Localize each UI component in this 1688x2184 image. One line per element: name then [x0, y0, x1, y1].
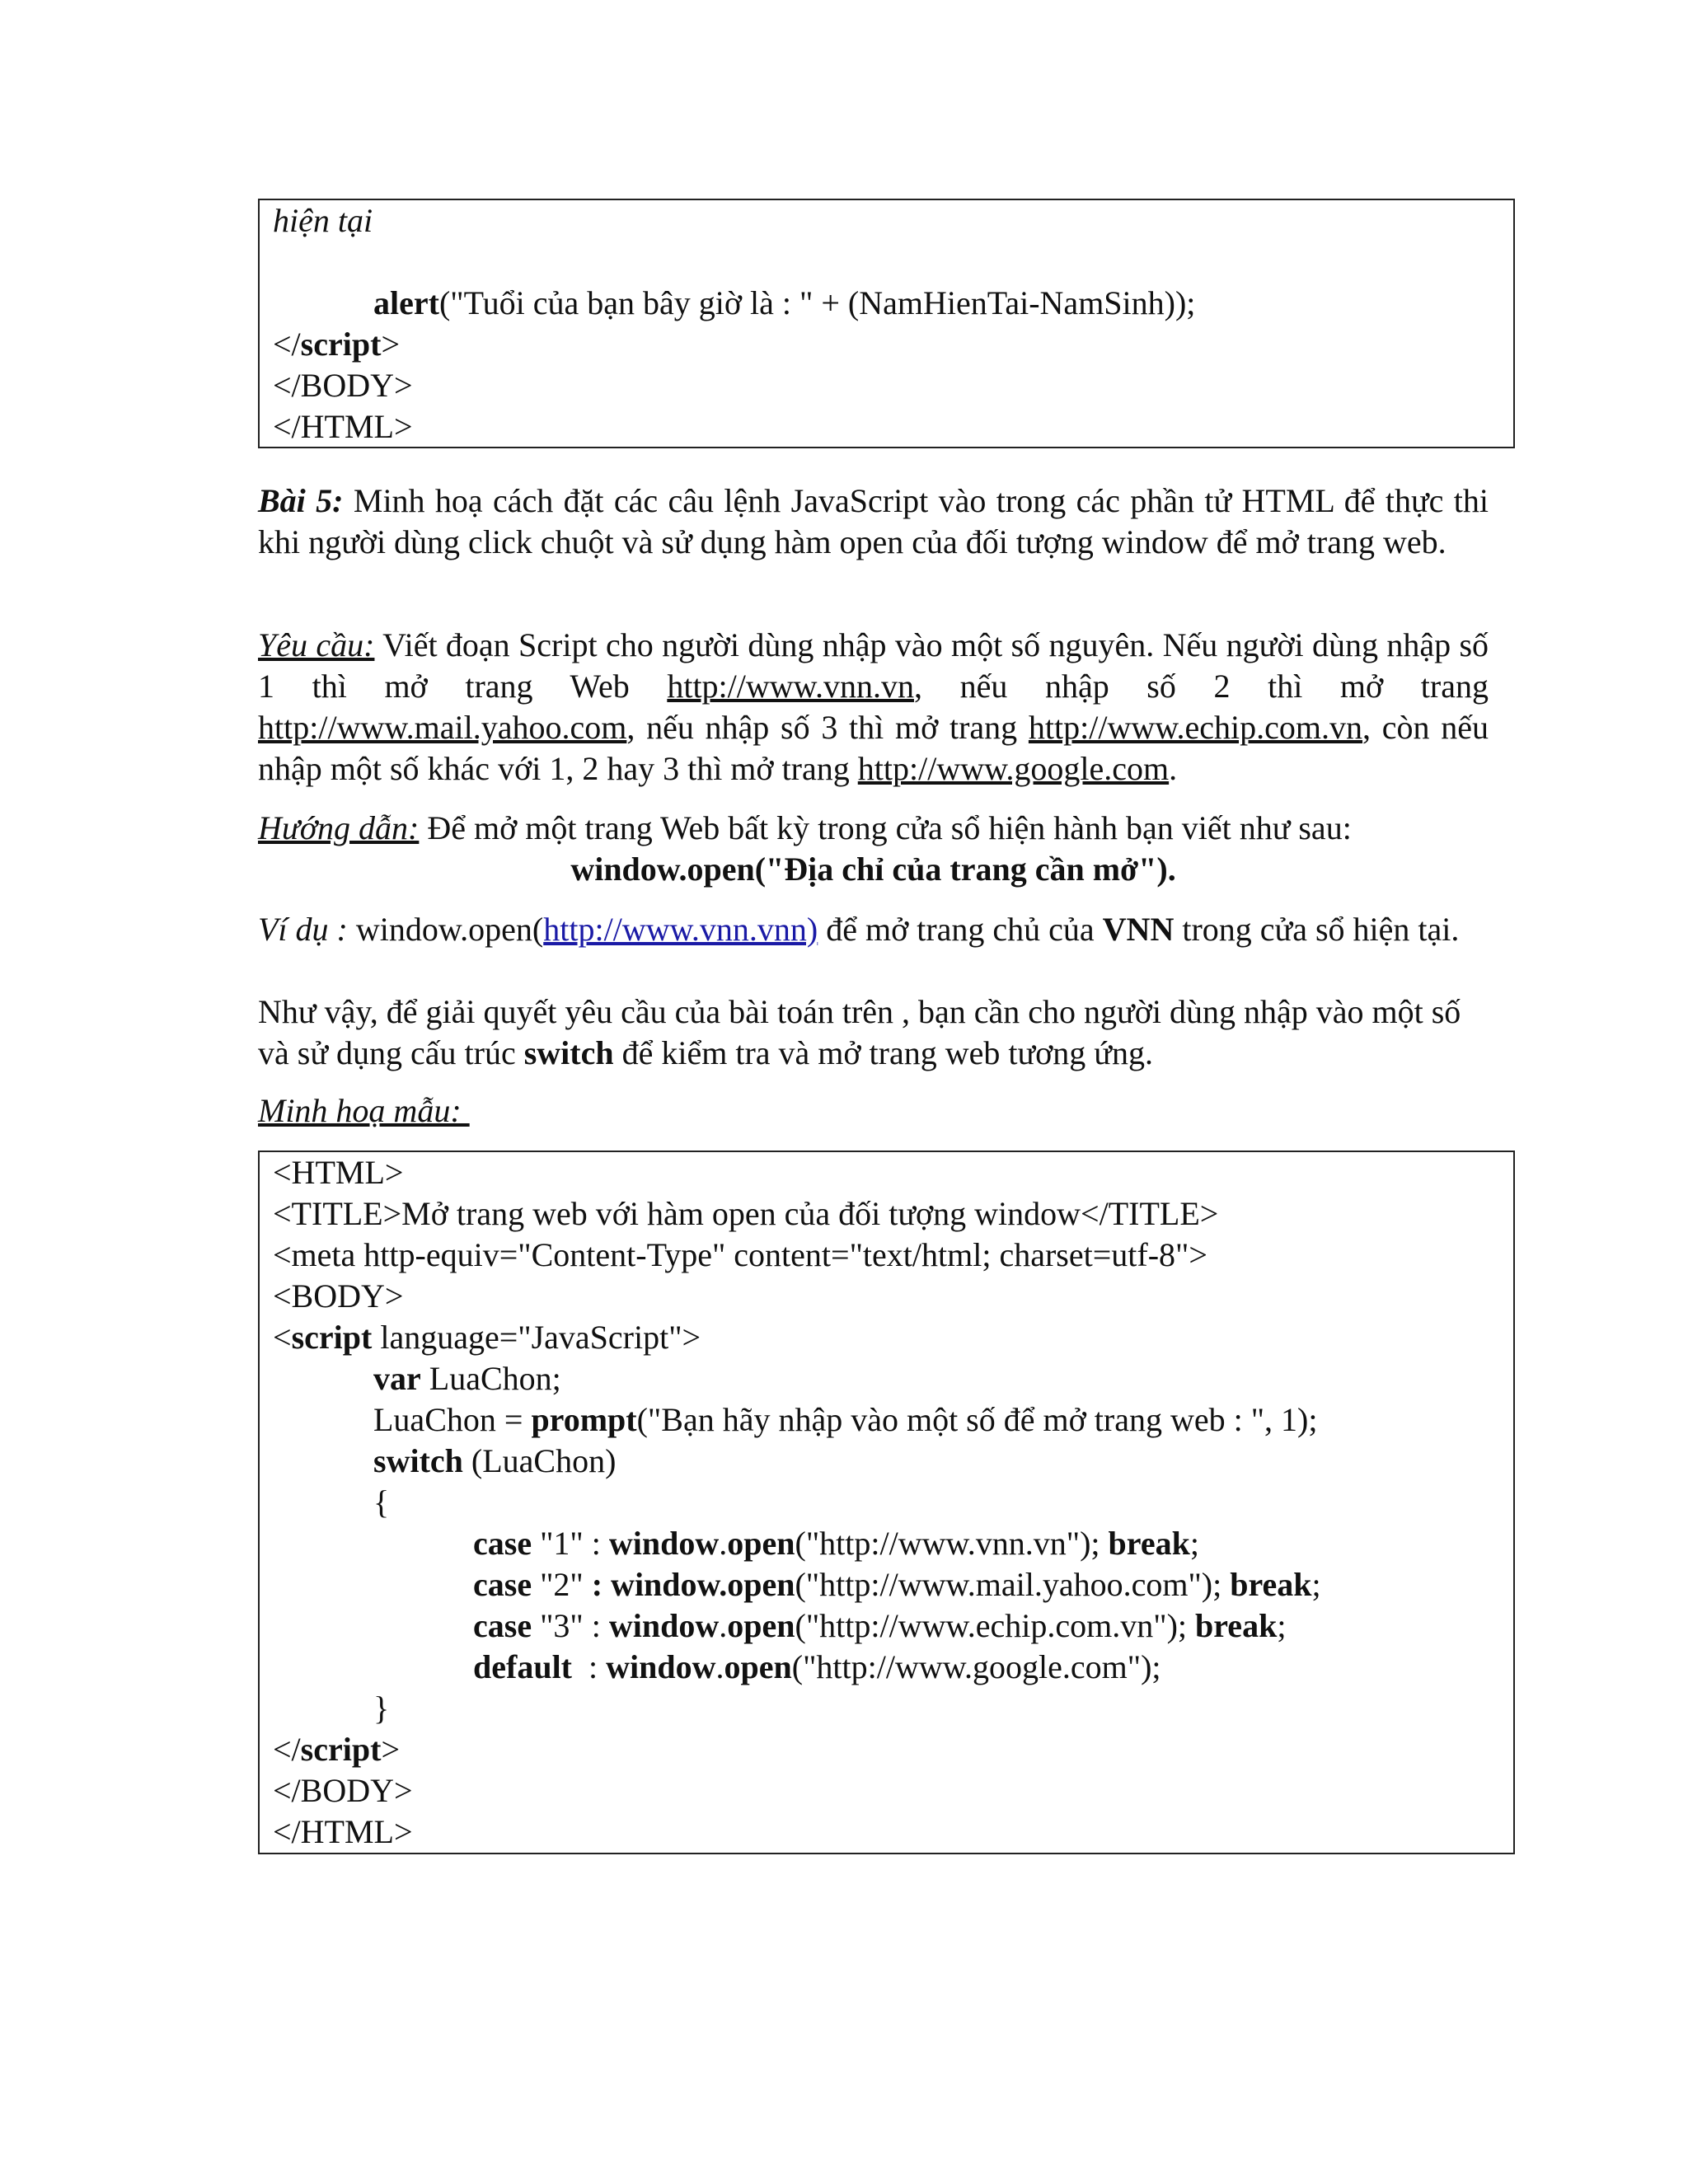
code-keyword: window — [608, 1525, 720, 1562]
code-text: ("http://www.vnn.vn"); — [795, 1525, 1109, 1562]
link-vnn-example[interactable]: http://www.vnn.vnn) — [543, 911, 818, 948]
code-line — [273, 1441, 1500, 1482]
sample-heading — [258, 1090, 1489, 1132]
code-text: </ — [273, 326, 301, 363]
guide-code — [258, 849, 1489, 890]
code-keyword: case — [473, 1607, 532, 1644]
code-line — [273, 324, 1500, 365]
code-line — [273, 1647, 1500, 1688]
exercise-text: Minh hoạ cách đặt các câu lệnh JavaScript vào trong các phần tử HTML để thực thi khi người dùng click chuột và sử dụng hàm open của đối tượng window để mở trang web. — [258, 482, 1489, 560]
code-text: ("http://www.google.com"); — [791, 1648, 1161, 1685]
code-line: </HTML> — [273, 408, 413, 445]
code-keyword: case — [473, 1525, 532, 1562]
code-text: . — [719, 1607, 728, 1644]
code-keyword: window — [608, 1607, 720, 1644]
example-text: window.open( — [347, 911, 544, 948]
code-text: ("Tuổi của bạn bây giờ là : " + (NamHienTai-NamSinh)); — [438, 284, 1196, 321]
code-keyword: open — [727, 1525, 795, 1562]
code-text: ("Bạn hãy nhập vào một số để mở trang web : ", 1); — [636, 1401, 1318, 1438]
code-line — [273, 1523, 1500, 1564]
code-text: language="JavaScript"> — [372, 1319, 701, 1356]
code-text: ; — [1189, 1525, 1199, 1562]
code-keyword: open — [724, 1648, 792, 1685]
link-google[interactable]: http://www.google.com — [857, 750, 1170, 787]
example-label: Ví dụ : — [258, 911, 348, 948]
code-keyword: break — [1108, 1525, 1190, 1562]
link-vnn[interactable]: http://www.vnn.vn — [667, 668, 914, 705]
conclusion-paragraph — [258, 991, 1489, 1074]
code-block-2 — [258, 1151, 1515, 1854]
code-line — [273, 1729, 1500, 1770]
code-text: LuaChon; — [420, 1360, 561, 1397]
code-keyword: var — [373, 1360, 421, 1397]
code-keyword: : window.open — [591, 1566, 795, 1603]
code-line — [273, 1358, 1500, 1399]
conclusion-text: để kiểm tra và mở trang web tương ứng. — [613, 1034, 1153, 1071]
code-line — [273, 1399, 1500, 1441]
code-line: </BODY> — [273, 1772, 413, 1809]
code-line: <HTML> — [273, 1154, 404, 1191]
exercise-label: Bài 5: — [258, 482, 344, 519]
code-line: } — [373, 1690, 390, 1727]
example-text: để mở trang chủ của — [818, 911, 1103, 948]
code-text: "3" : — [532, 1607, 609, 1644]
requirement-text: , còn nếu nhập một số khác với 1, 2 hay 3 thì mở trang — [258, 709, 1489, 787]
code-line — [273, 1564, 1500, 1605]
code-line: </BODY> — [273, 367, 413, 404]
conclusion-text: Như vậy, để giải quyết yêu cầu của bài toán trên , bạn cần cho người dùng nhập vào một số và sử dụng cấu trúc — [258, 993, 1461, 1071]
code-line: hiện tại — [273, 202, 373, 239]
requirement-text: , nếu nhập số 3 thì mở trang — [626, 709, 1029, 746]
code-line: { — [373, 1483, 390, 1521]
code-keyword: case — [473, 1566, 532, 1603]
code-text: < — [273, 1319, 292, 1356]
exercise-paragraph — [258, 480, 1489, 563]
code-text: "2" — [532, 1566, 592, 1603]
code-text: LuaChon = — [373, 1401, 532, 1438]
conclusion-bold: switch — [523, 1034, 614, 1071]
code-text: . — [715, 1648, 724, 1685]
guide-paragraph — [258, 808, 1489, 849]
code-text: ("http://www.mail.yahoo.com"); — [795, 1566, 1231, 1603]
code-keyword: switch — [373, 1442, 463, 1479]
code-keyword: script — [300, 1731, 382, 1768]
guide-label: Hướng dẫn: — [258, 809, 420, 846]
code-keyword: prompt — [531, 1401, 637, 1438]
code-line — [273, 1605, 1500, 1647]
code-text: "1" : — [532, 1525, 609, 1562]
code-keyword: window — [606, 1648, 716, 1685]
code-text: ("http://www.echip.com.vn"); — [795, 1607, 1196, 1644]
code-keyword: script — [291, 1319, 373, 1356]
code-text: : — [572, 1648, 607, 1685]
code-line: <TITLE>Mở trang web với hàm open của đối tượng window</TITLE> — [273, 1195, 1219, 1232]
example-paragraph — [258, 909, 1489, 950]
requirement-paragraph — [258, 625, 1489, 790]
link-echip[interactable]: http://www.echip.com.vn — [1028, 709, 1363, 746]
code-text: > — [381, 1731, 400, 1768]
requirement-label: Yêu cầu: — [258, 626, 375, 663]
code-keyword: script — [300, 326, 382, 363]
sample-label: Minh hoạ mẫu: — [258, 1092, 470, 1129]
code-line — [273, 1317, 1500, 1358]
example-bold: VNN — [1102, 911, 1175, 948]
code-line: </HTML> — [273, 1813, 413, 1850]
code-text: (LuaChon) — [462, 1442, 617, 1479]
example-text: trong cửa sổ hiện tại. — [1174, 911, 1460, 948]
link-yahoo[interactable]: http://www.mail.yahoo.com — [258, 709, 627, 746]
code-text: > — [381, 326, 400, 363]
code-keyword: break — [1195, 1607, 1278, 1644]
requirement-text: . — [1169, 750, 1178, 787]
code-line-blank — [273, 241, 1500, 283]
guide-text: Để mở một trang Web bất kỳ trong cửa sổ hiện hành bạn viết như sau: — [419, 809, 1352, 846]
requirement-text: Viết đoạn Script cho người dùng nhập vào một số nguyên. Nếu người dùng nhập số 1 thì mở trang Web — [258, 626, 1489, 705]
code-text: . — [719, 1525, 728, 1562]
code-text: ; — [1277, 1607, 1287, 1644]
code-keyword: alert — [373, 284, 439, 321]
code-keyword: default — [473, 1648, 572, 1685]
code-line: <BODY> — [273, 1277, 404, 1315]
code-block-1 — [258, 199, 1515, 448]
requirement-text: , nếu nhập số 2 thì mở trang — [913, 668, 1489, 705]
guide-code-text: window.open("Địa chỉ của trang cần mở"). — [570, 851, 1176, 888]
code-line — [273, 283, 1500, 324]
code-text: </ — [273, 1731, 301, 1768]
code-line: <meta http-equiv="Content-Type" content="text/html; charset=utf-8"> — [273, 1236, 1207, 1273]
code-text: ; — [1311, 1566, 1321, 1603]
code-keyword: break — [1230, 1566, 1312, 1603]
code-keyword: open — [727, 1607, 795, 1644]
